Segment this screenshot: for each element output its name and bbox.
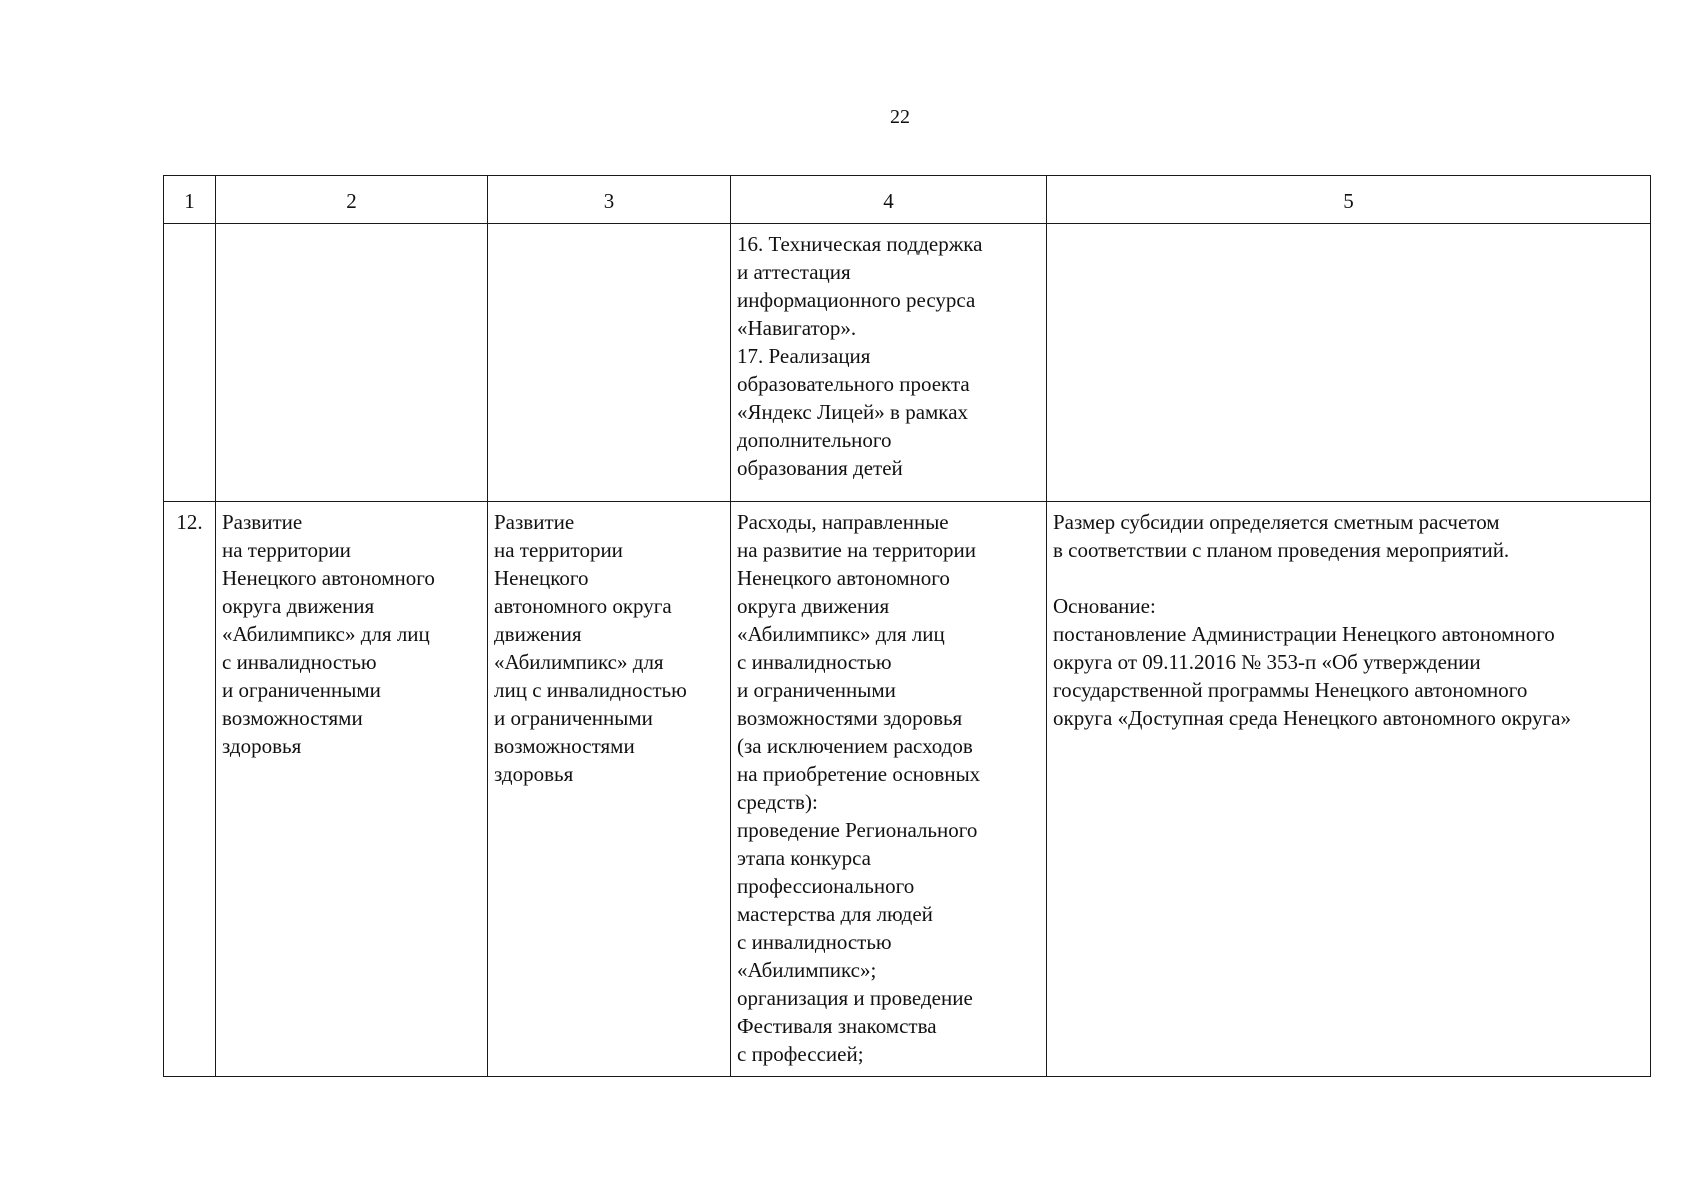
row-12-col3-cell <box>488 502 731 1077</box>
basis-text: постановление Администрации Ненецкого автономного округа от 09.11.2016 № 353-п «Об утверждении государственной программы Ненецкого автономного округа «Доступная среда Ненецкого автономного округа» <box>1053 622 1571 730</box>
column-number-2: 2 <box>216 176 488 224</box>
row-12-col2-cell <box>216 502 488 1077</box>
continuation-col2-cell <box>216 224 488 502</box>
row-12-col5-cell <box>1047 502 1651 1077</box>
continuation-activities-text: 16. Техническая поддержка и аттестация информационного ресурса «Навигатор». 17. Реализация образовательного проекта «Яндекс Лицей» в рамках дополнительного образования детей <box>737 232 983 480</box>
row-12-expenses-text: Расходы, направленные на развитие на территории Ненецкого автономного округа движения «Абилимпикс» для лиц с инвалидностью и ограниченными возможностями здоровья (за исключением расходов на приобретение основных средств): проведение Регионального этапа конкурса профессионального мастерства для людей с инвалидностью «Абилимпикс»; организация и проведение Фестиваля знакомства с профессией; <box>737 510 981 1066</box>
column-number-5: 5 <box>1047 176 1651 224</box>
paragraph-gap <box>1053 564 1644 592</box>
basis-label: Основание: <box>1053 594 1156 618</box>
row-12-col2-text: Развитие на территории Ненецкого автономного округа движения «Абилимпикс» для лиц с инвалидностью и ограниченными возможностями здоровья <box>222 510 435 758</box>
subsidy-size-text: Размер субсидии определяется сметным расчетом в соответствии с планом проведения мероприятий. <box>1053 510 1510 562</box>
column-number-3: 3 <box>488 176 731 224</box>
continuation-col3-cell <box>488 224 731 502</box>
row-number: 12. <box>164 502 216 1077</box>
table-row-12 <box>164 502 1651 1077</box>
continuation-col4-cell <box>731 224 1047 502</box>
column-number-4: 4 <box>731 176 1047 224</box>
row-12-col3-text: Развитие на территории Ненецкого автономного округа движения «Абилимпикс» для лиц с инвалидностью и ограниченными возможностями здоровья <box>494 510 687 786</box>
row-12-col4-cell <box>731 502 1047 1077</box>
table-header-row <box>164 176 1651 224</box>
table-row-continuation <box>164 224 1651 502</box>
program-activities-table <box>163 175 1651 1077</box>
page-number: 22 <box>890 106 910 128</box>
column-number-1: 1 <box>164 176 216 224</box>
continuation-num-cell <box>164 224 216 502</box>
continuation-col5-cell <box>1047 224 1651 502</box>
